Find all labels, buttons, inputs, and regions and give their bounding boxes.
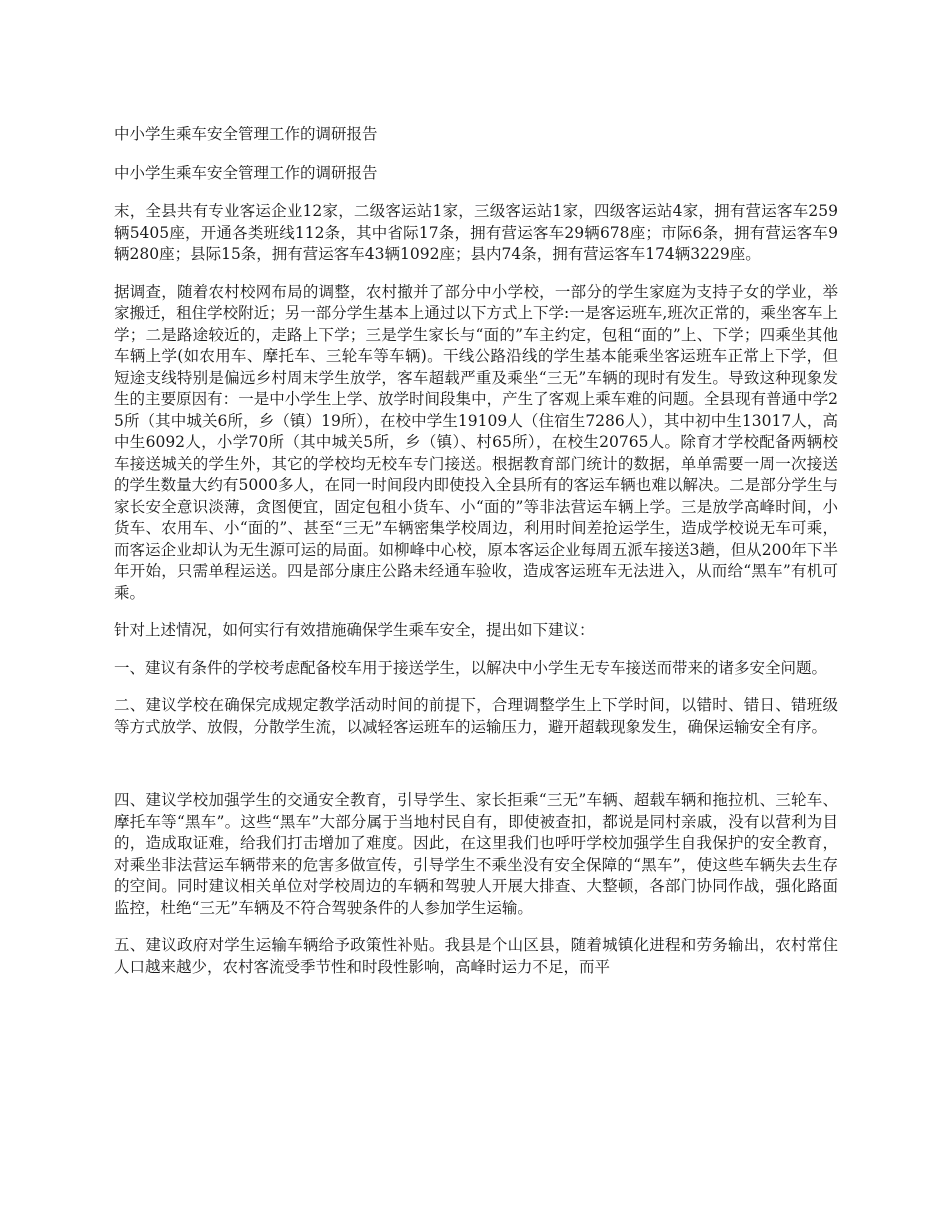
paragraph-suggestion-intro: 针对上述情况，如何实行有效措施确保学生乘车安全，提出如下建议： <box>114 621 595 639</box>
paragraph-suggestion-4: 四、建议学校加强学生的交通安全教育，引导学生、家长拒乘“三无”车辆、超载车辆和拖拉机、三轮车、摩托车等“黑车”。这些“黑车”大部分属于当地村民自有，即使被查扣，都说是同村亲戚，没有以营利为目的，造成取证难，给我们打击增加了难度。因此，在这里我们也呼吁学校加强学生自我保护的安全教育，对乘坐非法营运车辆带来的危害多做宣传，引导学生不乘坐没有安全保障的“黑车”，使这些车辆失去生存的空间。同时建议相关单位对学校周边的车辆和驾驶人开展大排查、大整顿，各部门协同作战，强化路面监控，杜绝“三无”车辆及不符合驾驶条件的人参加学生运输。 <box>114 791 838 917</box>
document-heading: 中小学生乘车安全管理工作的调研报告 <box>114 125 378 143</box>
paragraph-statistics: 末，全县共有专业客运企业12家，二级客运站1家，三级客运站1家，四级客运站4家，拥有营运客车259辆5405座，开通各类班线112条，其中省际17条，拥有营运客车29辆678座；市际6条，拥有营运客车9辆280座；县际15条，拥有营运客车43辆1092座；县内74条，拥有营运客车174辆3229座。 <box>114 202 838 263</box>
paragraph-suggestion-2: 二、建议学校在确保完成规定教学活动时间的前提下，合理调整学生上下学时间，以错时、错日、错班级等方式放学、放假，分散学生流，以减轻客运班车的运输压力，避开超载现象发生，确保运输安全有序。 <box>114 696 838 736</box>
paragraph-investigation: 据调查，随着农村校网布局的调整，农村撤并了部分中小学校，一部分的学生家庭为支持子女的学业，举家搬迁，租住学校附近；另一部分学生基本上通过以下方式上下学:一是客运班车,班次正常的，乘坐客车上学；二是路途较近的，走路上下学；三是学生家长与“面的”车主约定，包租“面的”上、下学；四乘坐其他车辆上学(如农用车、摩托车、三轮车等车辆)。干线公路沿线的学生基本能乘坐客运班车正常上下学，但短途支线特别是偏远乡村周末学生放学，客车超载严重及乘坐“三无”车辆的现时有发生。导致这种现象发生的主要原因有：一是中小学生上学、放学时间段集中，产生了客观上乘车难的问题。全县现有普通中学25所（其中城关6所，乡（镇）19所），在校中学生19109人（住宿生7286人），其中初中生13017人，高中生6092人，小学70所（其中城关5所，乡（镇）、村65所），在校生20765人。除育才学校配备两辆校车接送城关的学生外，其它的学校均无校车专门接送。根据教育部门统计的数据，单单需要一周一次接送的学生数量大约有5000多人，在同一时间段内即使投入全县所有的客运车辆也难以解决。二是部分学生与家长安全意识淡薄，贪图便宜，固定包租小货车、小“面的”等非法营运车辆上学。三是放学高峰时间，小货车、农用车、小“面的”、甚至“三无”车辆密集学校周边，利用时间差抢运学生，造成学校说无车可乘，而客运企业却认为无生源可运的局面。如柳峰中心校，原本客运企业每周五派车接送3趟，但从200年下半年开始，只需单程运送。四是部分康庄公路未经通车验收，造成客运班车无法进入，从而给“黑车”有机可乘。 <box>114 282 838 602</box>
document-subheading: 中小学生乘车安全管理工作的调研报告 <box>114 163 378 182</box>
paragraph-suggestion-1: 一、建议有条件的学校考虑配备校车用于接送学生，以解决中小学生无专车接送而带来的诸多安全问题。 <box>114 658 828 677</box>
document-body <box>114 124 838 994</box>
paragraph-suggestion-5: 五、建议政府对学生运输车辆给予政策性补贴。我县是个山区县，随着城镇化进程和劳务输出，农村常住人口越来越少，农村客流受季节性和时段性影响，高峰时运力不足，而平 <box>114 936 838 976</box>
